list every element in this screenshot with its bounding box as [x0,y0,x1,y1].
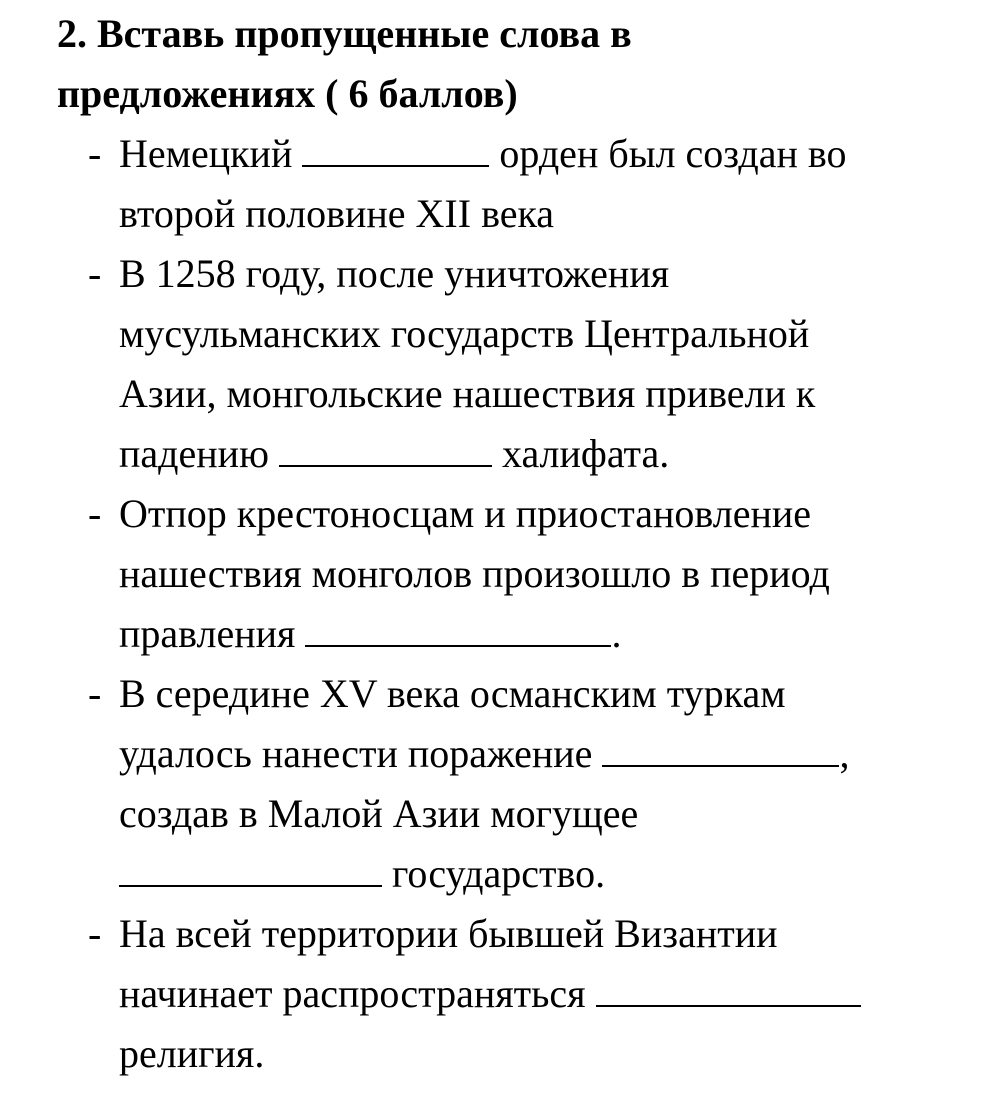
answer-blank-1[interactable] [302,164,489,167]
task-title-line-1: 2. Вставь пропущенные слова в [57,11,632,56]
list-dash: - [88,131,102,176]
task-title [57,4,957,124]
sentence-1-text-b: орден был создан во [499,131,847,176]
sentence-4-text-c: государство. [392,851,606,896]
sentence-5-text-a: начинает распространяться [119,971,586,1016]
list-dash: - [88,491,102,536]
sentence-2-text-b: халифата. [501,431,670,476]
sentence-4-line-3: создав в Малой Азии могущее [119,791,639,836]
sentence-2-line-2: мусульманских государств Центральной [119,311,810,356]
sentence-5-line-2 [119,964,981,1024]
sentence-4-text-b: , [839,731,850,776]
sentence-2-text-a: падению [119,431,269,476]
sentence-item-2 [86,244,981,484]
sentence-5-line-1: На всей территории бывшей Византии [119,911,778,956]
sentence-list [86,124,981,1084]
sentence-4-line-4 [119,844,981,904]
list-dash: - [88,671,102,716]
task-title-line-2: предложениях ( 6 баллов) [57,71,518,116]
answer-blank-3[interactable] [305,644,611,647]
sentence-item-1 [86,124,981,244]
sentence-1-line-2: второй половине XII века [119,191,555,236]
sentence-item-5 [86,904,981,1084]
sentence-5-line-3: религия. [119,1031,265,1076]
answer-blank-4[interactable] [602,764,839,767]
sentence-3-line-2: нашествия монголов произошло в период [119,551,830,596]
sentence-3-text-a: правления [119,611,296,656]
list-dash: - [88,911,102,956]
sentence-item-4 [86,664,981,904]
list-dash: - [88,251,102,296]
sentence-4-line-2 [119,724,981,784]
sentence-3-line-3 [119,604,981,664]
sentence-item-3 [86,484,981,664]
sentence-1-line-1 [119,124,981,184]
answer-blank-2[interactable] [279,464,492,467]
answer-blank-5[interactable] [119,884,382,887]
sentence-2-line-4 [119,424,981,484]
sentence-4-text-a: удалось нанести поражение [119,731,593,776]
sentence-3-text-b: . [611,611,622,656]
sentence-3-line-1: Отпор крестоносцам и приостановление [119,491,812,536]
answer-blank-6[interactable] [596,1004,861,1007]
sentence-2-line-3: Азии, монгольские нашествия привели к [119,371,816,416]
sentence-1-text-a: Немецкий [119,131,293,176]
sentence-4-line-1: В середине XV века османским туркам [119,671,786,716]
sentence-2-line-1: В 1258 году, после уничтожения [119,251,670,296]
